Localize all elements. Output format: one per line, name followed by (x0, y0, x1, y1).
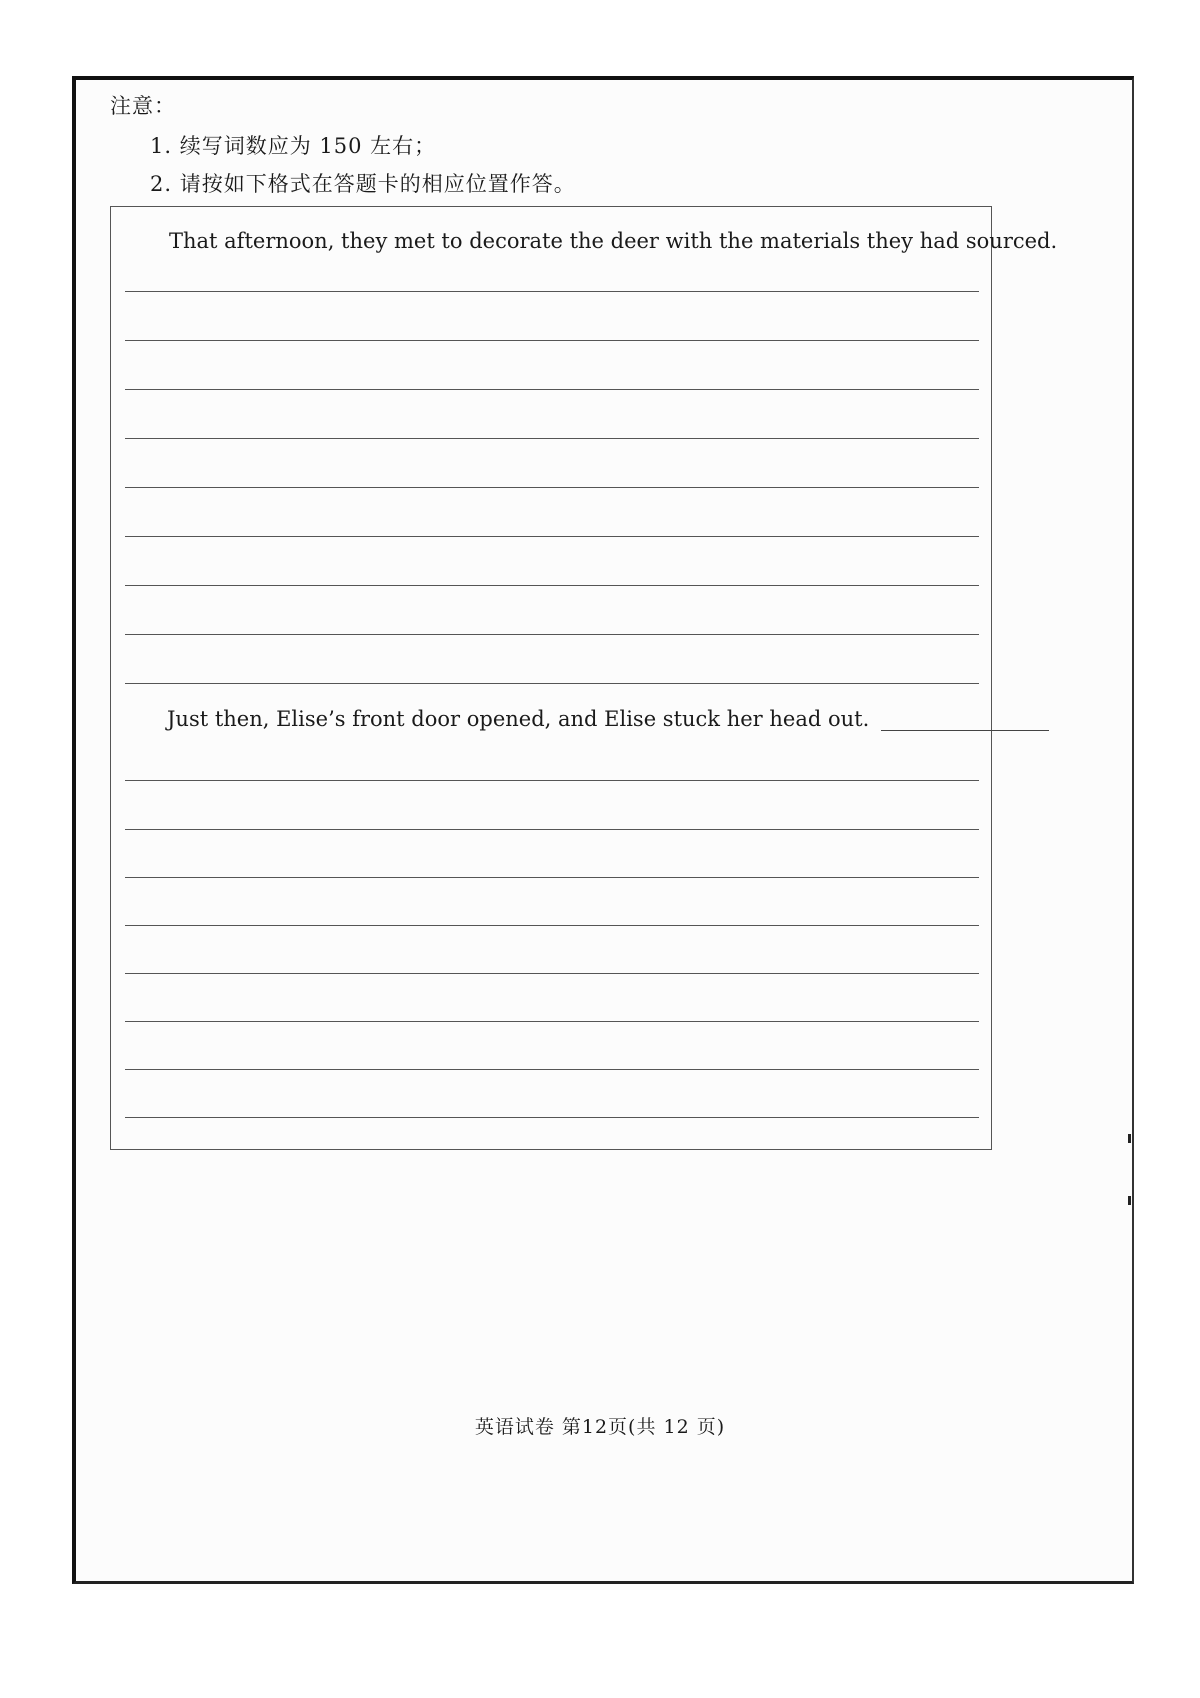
note-item-word-count: 1. 续写词数应为 150 左右； (150, 134, 437, 158)
writing-line[interactable] (125, 291, 979, 292)
writing-line[interactable] (125, 877, 979, 878)
writing-line[interactable] (125, 340, 979, 341)
writing-line[interactable] (125, 389, 979, 390)
writing-line[interactable] (125, 585, 979, 586)
writing-line[interactable] (125, 683, 979, 684)
writing-line[interactable] (125, 1021, 979, 1022)
inline-writing-blank[interactable] (881, 712, 1049, 731)
writing-line[interactable] (125, 973, 979, 974)
paragraph-2-prompt (167, 707, 1049, 731)
paragraph-2-prompt-text: Just then, Elise’s front door opened, and Elise stuck her head out. (167, 707, 870, 731)
writing-line[interactable] (125, 1069, 979, 1070)
writing-line[interactable] (125, 487, 979, 488)
paragraph-1-prompt: That afternoon, they met to decorate the deer with the materials they had sourced. (169, 229, 1058, 253)
writing-line[interactable] (125, 829, 979, 830)
scan-edge-mark (1128, 1196, 1131, 1205)
scan-edge-mark (1128, 1134, 1131, 1143)
writing-line[interactable] (125, 1117, 979, 1118)
writing-line[interactable] (125, 438, 979, 439)
writing-line[interactable] (125, 925, 979, 926)
answer-box (110, 206, 1058, 1150)
page-footer: 英语试卷 第12页(共 12 页) (474, 1416, 726, 1438)
note-title: 注意： (110, 94, 176, 118)
writing-line[interactable] (125, 634, 979, 635)
note-item-answer-format: 2. 请按如下格式在答题卡的相应位置作答。 (150, 172, 576, 196)
writing-line[interactable] (125, 536, 979, 537)
writing-line[interactable] (125, 780, 979, 781)
